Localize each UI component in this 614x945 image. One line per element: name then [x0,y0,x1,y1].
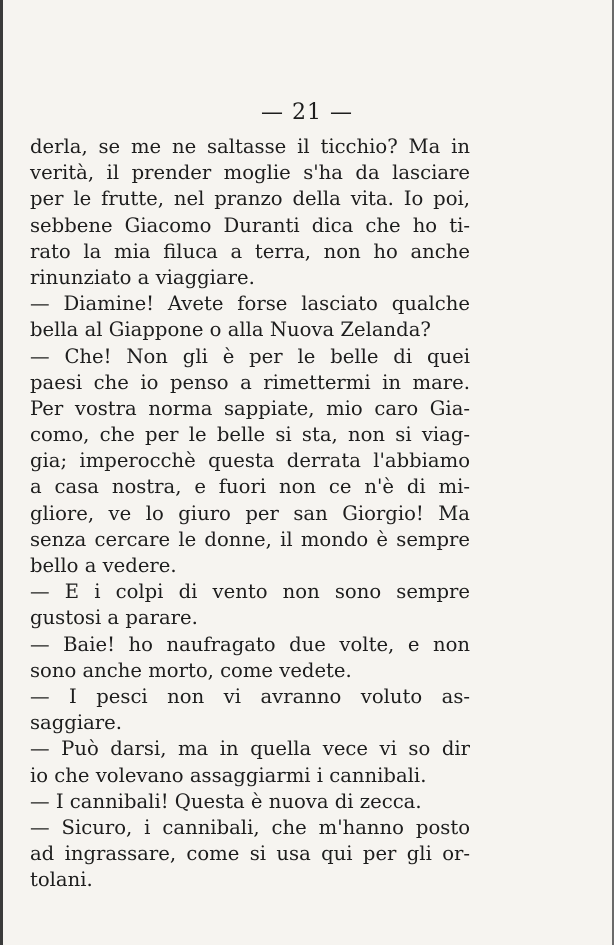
text-line: rinunziato a viaggiare. [30,265,255,289]
text-line: como, che per le belle si sta, non si viag- [30,423,470,447]
text-line: — Che! Non gli è per le belle di quei [30,344,470,368]
text-line: bello a vedere. [30,554,177,577]
text-line: — Può darsi, ma in quella vece vi so dir [30,737,470,761]
text-line: per le frutte, nel pranzo della vita. Io poi, [30,187,470,211]
text-line: sono anche morto, come vedete. [30,658,352,682]
text-line: bella al Giappone o alla Nuova Zelanda? [30,318,431,342]
page-number: — 21 — [261,100,353,125]
text-line: — I cannibali! Questa è nuova di zecca. [30,789,422,813]
text-line: sebbene Giacomo Duranti dica che ho ti- [30,213,470,237]
text-line: — E i colpi di vento non sono sempre [30,580,470,604]
text-line: a casa nostra, e fuori non ce n'è di mi- [30,475,470,499]
text-line: derla, se me ne saltasse il ticchio? Ma in [30,135,470,158]
text-line: gia; imperocchè questa derrata l'abbiamo [30,449,470,473]
text-line: io che volevano assaggiarmi i cannibali. [30,763,427,787]
text-line: tolani. [30,868,93,892]
text-line: Per vostra norma sappiate, mio caro Gia- [30,396,470,420]
text-line: saggiare. [30,711,122,735]
text-line: paesi che io penso a rimettermi in mare. [30,370,470,394]
text-line: ad ingrassare, come si usa qui per gli or- [30,842,470,866]
text-line: rato la mia filuca a terra, non ho anche [30,239,470,263]
text-line: senza cercare le donne, il mondo è sempre [30,527,470,551]
text-line: gliore, ve lo giuro per san Giorgio! Ma [30,501,470,525]
text-line: verità, il prender moglie s'ha da lasciare [30,161,470,185]
text-line: — I pesci non vi avranno voluto as- [30,684,470,708]
text-line: — Baie! ho naufragato due volte, e non [30,632,470,656]
page-left-edge [0,0,3,945]
body-text [30,134,470,893]
text-line: — Sicuro, i cannibali, che m'hanno posto [30,815,470,839]
text-line: — Diamine! Avete forse lasciato qualche [30,292,470,316]
text-line: gustosi a parare. [30,606,198,630]
